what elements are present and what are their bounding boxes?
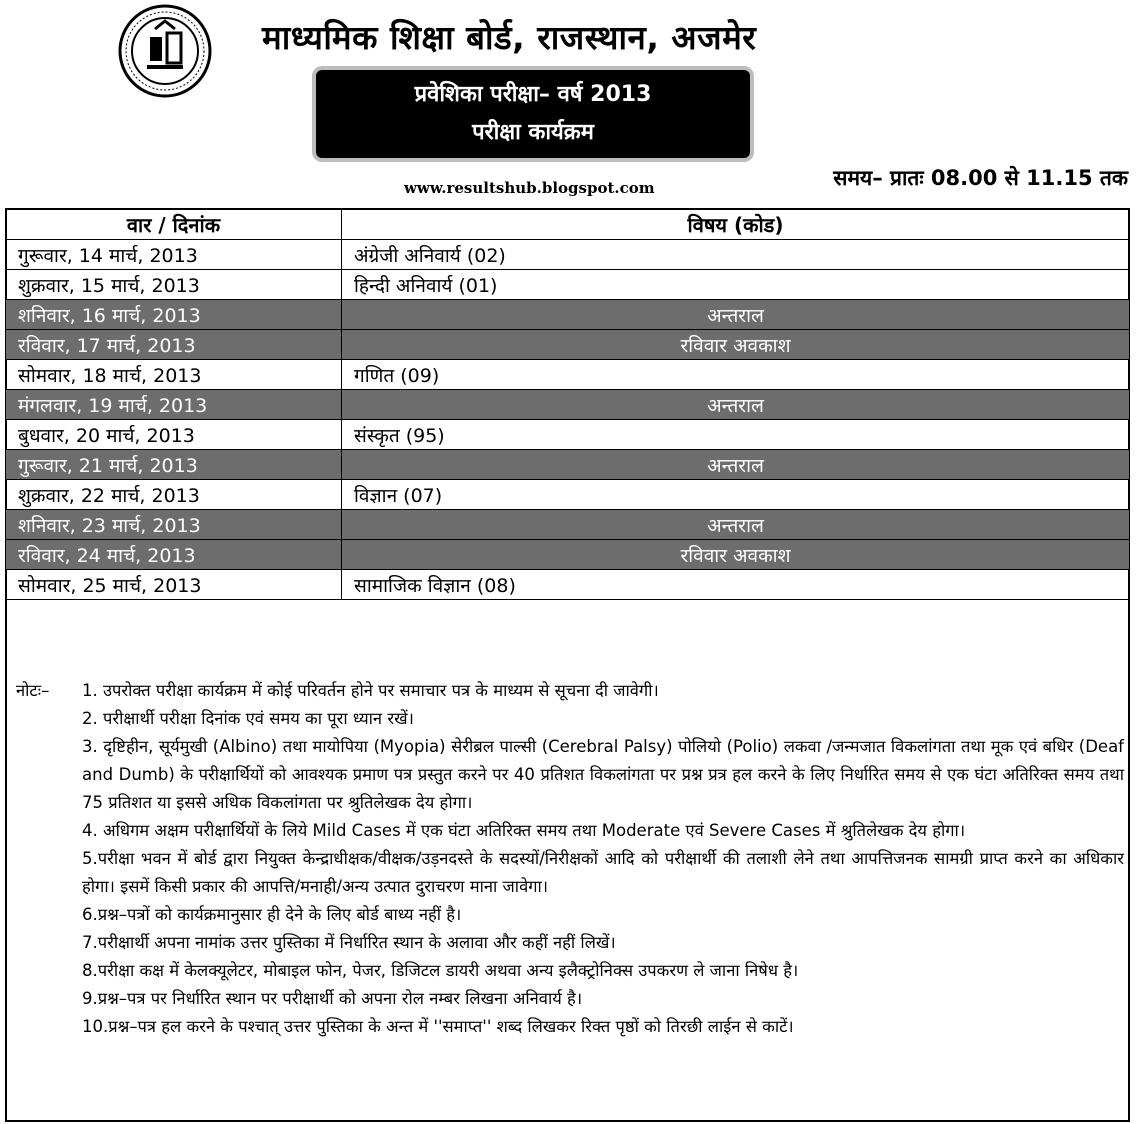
subject-cell: रविवार अवकाश: [342, 540, 1130, 570]
schedule-body: [6, 240, 1130, 600]
table-row: [6, 240, 1130, 270]
note-text: 3. दृष्टिहीन, सूर्यमुखी (Albino) तथा मायोपिया (Myopia) सेरीब्रल पाल्सी (Cerebral Palsy) पोलियो (Polio) लकवा /जन्मजात विकलांगता तथा मूक एवं बधिर (Deaf and Dumb) के परीक्षार्थियों को आवश्यक प्रमाण पत्र प्रस्तुत करने पर 40 प्रतिशत विकलांगता पर प्रश्न प्रत्र हल करने के लिए निर्धारित समय से एक घंटा अतिरिक्त समय तथा 75 प्रतिशत या इससे अधिक विकलांगता पर श्रुतिलेखक देय होगा।: [82, 737, 1124, 812]
exam-time: समय– प्रातः 08.00 से 11.15 तक: [833, 166, 1128, 190]
date-cell: सोमवार, 25 मार्च, 2013: [6, 570, 342, 600]
subject-cell: अन्तराल: [342, 300, 1130, 330]
table-row: [6, 480, 1130, 510]
note-item: [16, 677, 1124, 705]
date-cell: बुधवार, 20 मार्च, 2013: [6, 420, 342, 450]
subject-cell: अंग्रेजी अनिवार्य (02): [342, 240, 1130, 270]
subject-cell: सामाजिक विज्ञान (08): [342, 570, 1130, 600]
note-indent: [16, 957, 82, 985]
column-header-subject: विषय (कोड): [342, 209, 1130, 240]
subject-cell: अन्तराल: [342, 450, 1130, 480]
note-indent: [16, 817, 82, 845]
table-row: [6, 510, 1130, 540]
date-cell: गुरूवार, 21 मार्च, 2013: [6, 450, 342, 480]
table-row: [6, 450, 1130, 480]
table-row: [6, 270, 1130, 300]
exam-title-box: [312, 66, 754, 162]
note-text: 7.परीक्षार्थी अपना नामांक उत्तर पुस्तिका में निर्धारित स्थान के अलावा और कहीं नहीं लिखें।: [82, 933, 616, 952]
note-indent: [16, 901, 82, 929]
board-title: माध्यमिक शिक्षा बोर्ड, राजस्थान, अजमेर: [262, 18, 757, 57]
subject-cell: संस्कृत (95): [342, 420, 1130, 450]
note-text: 5.परीक्षा भवन में बोर्ड द्वारा नियुक्त केन्द्राधीक्षक/वीक्षक/उड़नदस्ते के सदस्यों/निरीक्षकों आदि को परीक्षार्थी की तलाशी लेने तथा आपत्तिजनक सामग्री प्राप्त करने का अधिकार होगा। इसमें किसी प्रकार की आपत्ति/मनाही/अन्य उत्पात दुराचरण माना जावेगा।: [82, 849, 1124, 896]
table-row: [6, 300, 1130, 330]
note-item: [16, 929, 1124, 957]
table-row: [6, 330, 1130, 360]
note-text: 8.परीक्षा कक्ष में केलक्यूलेटर, मोबाइल फोन, पेजर, डिजिटल डायरी अथवा अन्य इलैक्ट्रोनिक्स उपकरण ले जाना निषेध है।: [82, 961, 799, 980]
note-item: [16, 705, 1124, 733]
note-indent: [16, 985, 82, 1013]
schedule-table: [5, 208, 1130, 600]
note-item: [16, 817, 1124, 845]
note-text: 4. अधिगम अक्षम परीक्षार्थियों के लिये Mild Cases में एक घंटा अतिरिक्त समय तथा Moderate एवं Severe Cases में श्रुतिलेखक देय होगा।: [82, 821, 966, 840]
date-cell: शनिवार, 23 मार्च, 2013: [6, 510, 342, 540]
notes-label: नोटः–: [16, 681, 50, 700]
note-text: 9.प्रश्न–पत्र पर निर्धारित स्थान पर परीक्षार्थी को अपना रोल नम्बर लिखना अनिवार्य है।: [82, 989, 583, 1008]
note-indent: [16, 929, 82, 957]
date-cell: शुक्रवार, 15 मार्च, 2013: [6, 270, 342, 300]
note-item: [16, 733, 1124, 817]
note-text: 10.प्रश्न–पत्र हल करने के पश्चात् उत्तर पुस्तिका के अन्त में ''समाप्त'' शब्द लिखकर रिक्त पृष्ठों को तिरछी लाईन से काटें।: [82, 1017, 794, 1036]
subject-cell: अन्तराल: [342, 390, 1130, 420]
subject-cell: हिन्दी अनिवार्य (01): [342, 270, 1130, 300]
date-cell: सोमवार, 18 मार्च, 2013: [6, 360, 342, 390]
table-row: [6, 360, 1130, 390]
table-row: [6, 540, 1130, 570]
note-text: 2. परीक्षार्थी परीक्षा दिनांक एवं समय का पूरा ध्यान रखें।: [82, 709, 414, 728]
note-indent: [16, 1013, 82, 1041]
exam-subtitle: परीक्षा कार्यक्रम: [472, 120, 594, 145]
table-row: [6, 390, 1130, 420]
note-text: 6.प्रश्न–पत्रों को कार्यक्रमानुसार ही देने के लिए बोर्ड बाध्य नहीं है।: [82, 905, 462, 924]
subject-cell: अन्तराल: [342, 510, 1130, 540]
date-cell: गुरूवार, 14 मार्च, 2013: [6, 240, 342, 270]
date-cell: रविवार, 24 मार्च, 2013: [6, 540, 342, 570]
date-cell: शनिवार, 16 मार्च, 2013: [6, 300, 342, 330]
date-cell: रविवार, 17 मार्च, 2013: [6, 330, 342, 360]
note-text: 1. उपरोक्त परीक्षा कार्यक्रम में कोई परिवर्तन होने पर समाचार पत्र के माध्यम से सूचना दी जावेगी।: [82, 681, 659, 700]
table-header-row: [6, 209, 1130, 240]
note-item: [16, 985, 1124, 1013]
note-item: [16, 957, 1124, 985]
board-seal-logo: [117, 3, 213, 99]
subject-cell: रविवार अवकाश: [342, 330, 1130, 360]
table-row: [6, 420, 1130, 450]
date-cell: मंगलवार, 19 मार्च, 2013: [6, 390, 342, 420]
subject-cell: विज्ञान (07): [342, 480, 1130, 510]
website-url: www.resultshub.blogspot.com: [404, 179, 655, 197]
note-indent: [16, 845, 82, 901]
note-item: [16, 901, 1124, 929]
table-row: [6, 570, 1130, 600]
note-item: [16, 845, 1124, 901]
date-cell: शुक्रवार, 22 मार्च, 2013: [6, 480, 342, 510]
subject-cell: गणित (09): [342, 360, 1130, 390]
note-indent: [16, 705, 82, 733]
notes-section: [16, 677, 1124, 1041]
note-indent: [16, 733, 82, 817]
column-header-date: वार / दिनांक: [6, 209, 342, 240]
note-item: [16, 1013, 1124, 1041]
exam-title: प्रवेशिका परीक्षा– वर्ष 2013: [414, 82, 652, 107]
